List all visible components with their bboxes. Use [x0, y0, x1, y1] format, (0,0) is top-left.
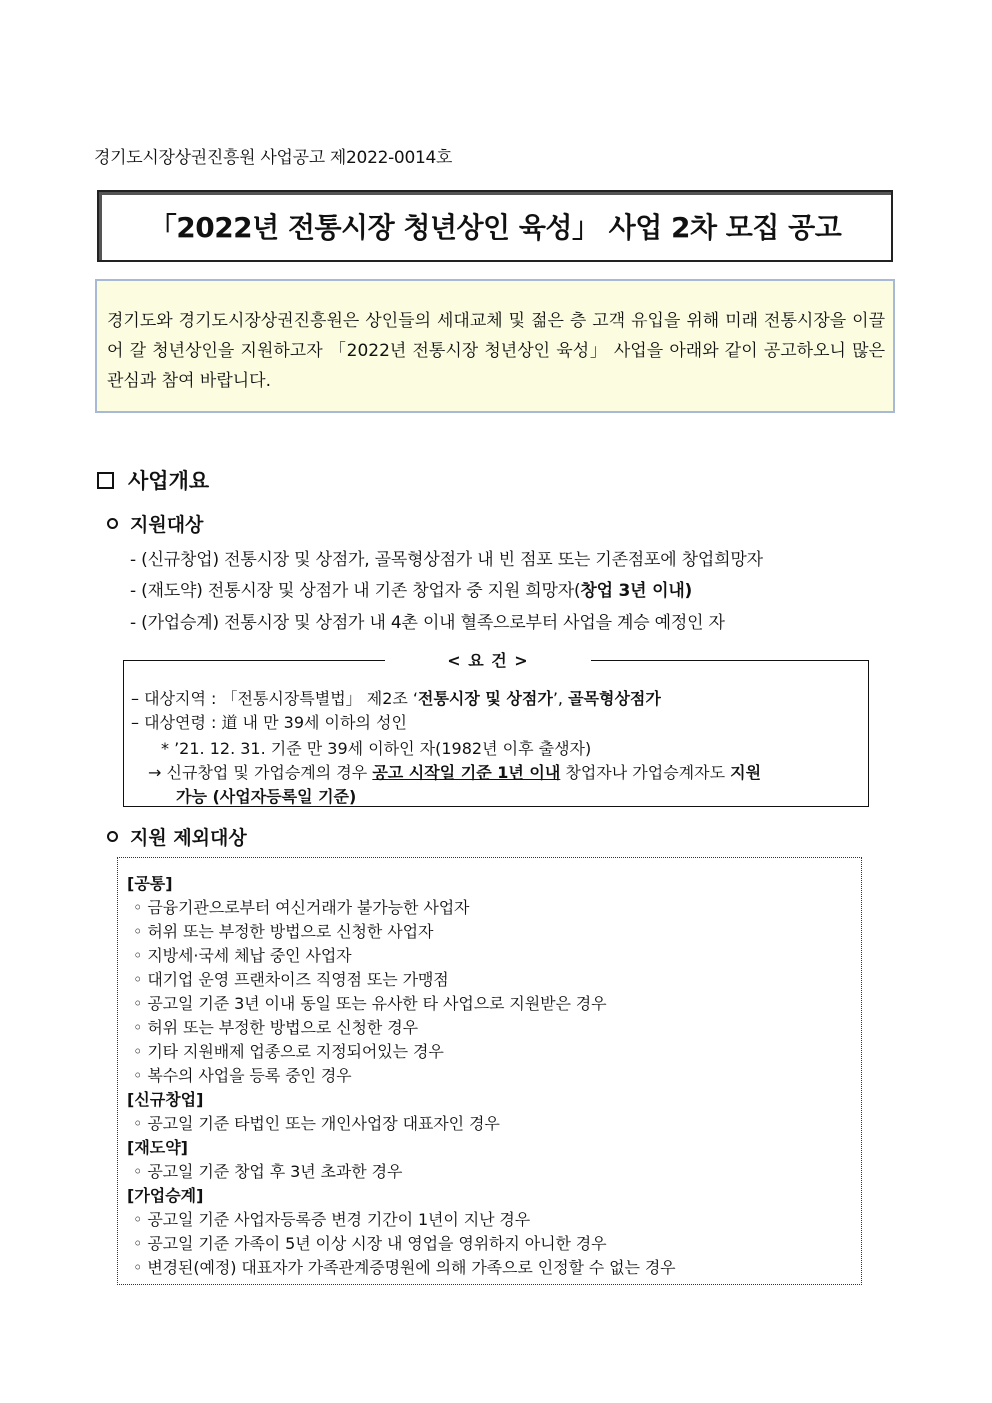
exclusion-category-new: [신규창업]	[127, 1090, 204, 1109]
exclusion-item: ◦ 허위 또는 부정한 방법으로 신청한 사업자	[133, 922, 434, 941]
exclusion-item: ◦ 공고일 기준 가족이 5년 이상 시장 내 영업을 영위하지 아니한 경우	[133, 1234, 607, 1253]
circle-bullet-icon	[107, 518, 118, 529]
subheading-target	[107, 510, 203, 537]
section-heading-label: 사업개요	[128, 469, 210, 493]
exclusion-item: ◦ 지방세·국세 체납 중인 사업자	[133, 946, 352, 965]
section-heading-overview	[97, 465, 209, 495]
requirements-title: < 요 건 >	[385, 648, 591, 671]
exclusion-item: ◦ 기타 지원배제 업종으로 지정되어있는 경우	[133, 1042, 444, 1061]
intro-paragraph: 경기도와 경기도시장상권진흥원은 상인들의 세대교체 및 젊은 층 고객 유입을 위해 미래 전통시장을 이끌어 갈 청년상인을 지원하고자 「2022년 전통시장 청년상인 육성」 사업을 아래와 같이 공고하오니 많은 관심과 참여 바랍니다.	[95, 279, 895, 413]
exclusion-category-common: [공통]	[127, 874, 173, 893]
exclusion-item: ◦ 금융기관으로부터 여신거래가 불가능한 사업자	[133, 898, 470, 917]
title-box	[97, 190, 893, 262]
target-item-leap-bold: 창업 3년 이내)	[580, 581, 693, 601]
exclusion-item: ◦ 변경된(예정) 대표자가 가족관계증명원에 의해 가족으로 인정할 수 없는 경우	[133, 1258, 676, 1277]
exclusion-category-succession: [가업승계]	[127, 1186, 204, 1205]
requirement-arrow-note-cont: 가능 (사업자등록일 기준)	[176, 787, 357, 806]
exclusion-category-leap: [재도약]	[127, 1138, 188, 1157]
requirement-age-note: * ’21. 12. 31. 기준 만 39세 이하인 자(1982년 이후 출생자)	[161, 739, 592, 758]
target-item-succession: - (가업승계) 전통시장 및 상점가 내 4촌 이내 혈족으로부터 사업을 계승 예정인 자	[130, 613, 725, 633]
subheading-label: 지원 제외대상	[130, 827, 247, 849]
notice-number: 경기도시장상권진흥원 사업공고 제2022-0014호	[94, 148, 453, 168]
exclusion-item: ◦ 공고일 기준 3년 이내 동일 또는 유사한 타 사업으로 지원받은 경우	[133, 994, 607, 1013]
exclusion-item: ◦ 공고일 기준 타법인 또는 개인사업장 대표자인 경우	[133, 1114, 500, 1133]
requirement-arrow-note: → 신규창업 및 가업승계의 경우 공고 시작일 기준 1년 이내 창업자나 가업승계자도 지원	[148, 763, 762, 782]
requirement-age: – 대상연령 : 道 내 만 39세 이하의 성인	[131, 713, 407, 732]
exclusion-item: ◦ 공고일 기준 사업자등록증 변경 기간이 1년이 지난 경우	[133, 1210, 531, 1229]
circle-bullet-icon	[107, 831, 118, 842]
subheading-label: 지원대상	[130, 514, 204, 536]
exclusion-item: ◦ 허위 또는 부정한 방법으로 신청한 경우	[133, 1018, 418, 1037]
target-item-leap	[130, 576, 692, 601]
square-bullet-icon	[97, 472, 114, 489]
target-item-leap-text: - (재도약) 전통시장 및 상점가 내 기존 창업자 중 지원 희망자(	[130, 581, 581, 601]
exclusion-item: ◦ 복수의 사업을 등록 중인 경우	[133, 1066, 352, 1085]
requirement-region: – 대상지역 : 「전통시장특별법」 제2조 ‘전통시장 및 상점가’, 골목형상점가	[131, 689, 661, 708]
page-title: 「2022년 전통시장 청년상인 육성」 사업 2차 모집 공고	[148, 211, 842, 244]
target-item-new: - (신규창업) 전통시장 및 상점가, 골목형상점가 내 빈 점포 또는 기존점포에 창업희망자	[130, 550, 763, 570]
exclusion-item: ◦ 공고일 기준 창업 후 3년 초과한 경우	[133, 1162, 403, 1181]
subheading-exclusion	[107, 823, 247, 850]
exclusion-item: ◦ 대기업 운영 프랜차이즈 직영점 또는 가맹점	[133, 970, 449, 989]
